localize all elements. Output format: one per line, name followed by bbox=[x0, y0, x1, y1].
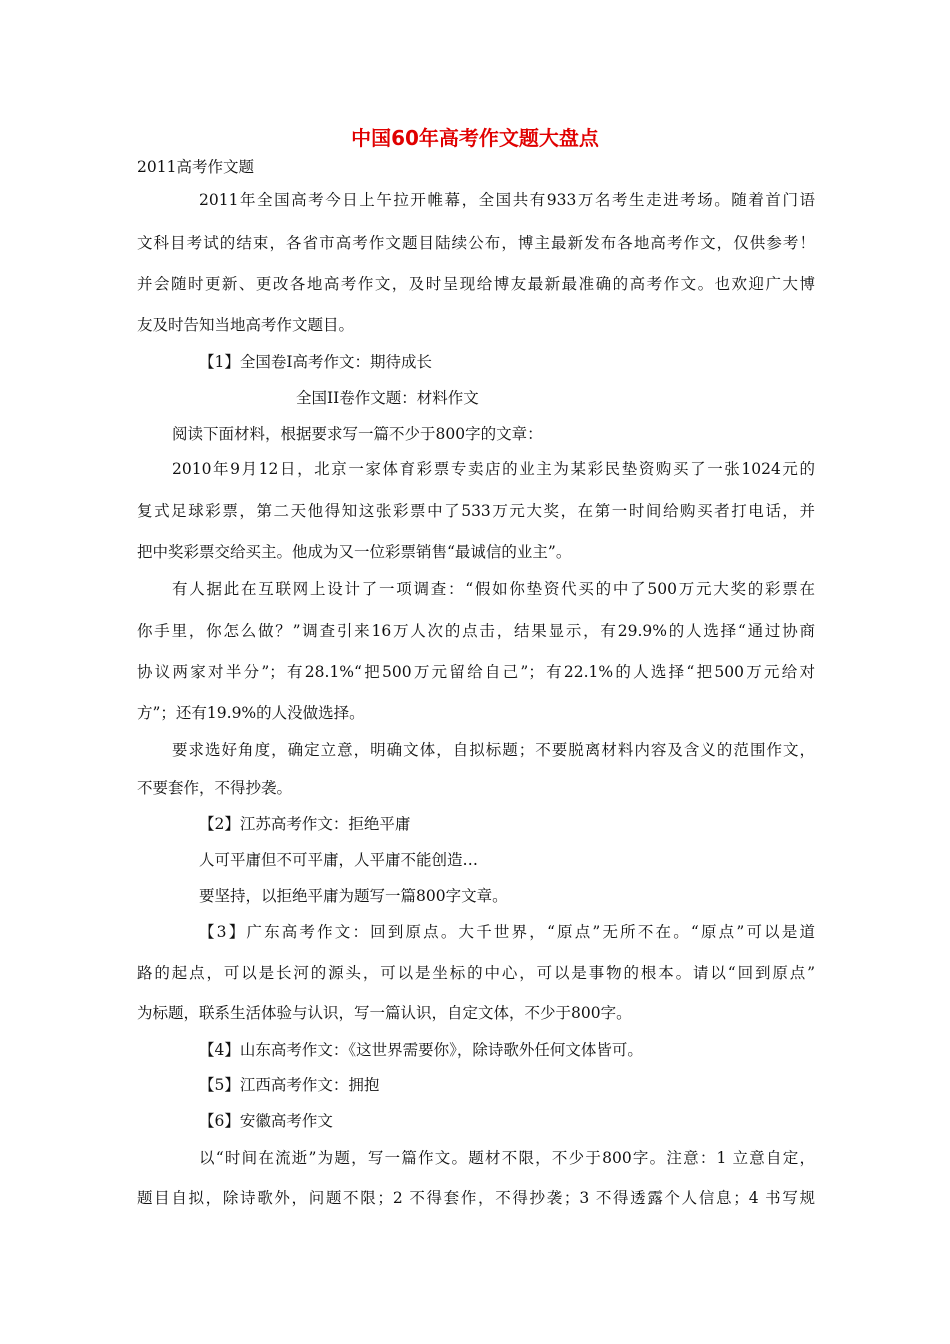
item1-material-line: 复式足球彩票，第二天他得知这张彩票中了533万元大奖，在第一时间给购买者打电话，并 bbox=[137, 502, 815, 520]
intro-line: 友及时告知当地高考作文题目。 bbox=[137, 316, 355, 334]
intro-line: 2011年全国高考今日上午拉开帷幕，全国共有933万名考生走进考场。随着首门语 bbox=[199, 191, 815, 209]
item3-line: 为标题，联系生活体验与认识，写一篇认识，自定文体，不少于800字。 bbox=[137, 1004, 632, 1022]
intro-line: 并会随时更新、更改各地高考作文，及时呈现给博友最新最准确的高考作文。也欢迎广大博 bbox=[137, 275, 815, 293]
item2-heading: 【2】江苏高考作文：拒绝平庸 bbox=[199, 815, 411, 833]
item1-prompt: 阅读下面材料，根据要求写一篇不少于800字的文章： bbox=[172, 425, 543, 443]
item3-line: 【3】广东高考作文：回到原点。大千世界，“原点”无所不在。“原点”可以是道 bbox=[199, 923, 815, 941]
item1-survey-line: 你手里，你怎么做？”调查引来16万人次的点击，结果显示，有29.9%的人选择“通过协商 bbox=[137, 622, 815, 640]
item2-line: 要坚持，以拒绝平庸为题写一篇800字文章。 bbox=[199, 887, 508, 905]
item3-line: 路的起点，可以是长河的源头，可以是坐标的中心，可以是事物的根本。请以“回到原点” bbox=[137, 964, 815, 982]
document-title: 中国60年高考作文题大盘点 bbox=[351, 126, 599, 150]
item1-subheading: 全国II卷作文题：材料作文 bbox=[296, 389, 479, 407]
section-subtitle: 2011高考作文题 bbox=[137, 158, 254, 176]
item6-line: 以“时间在流逝”为题，写一篇作文。题材不限，不少于800字。注意：1 立意自定， bbox=[199, 1149, 815, 1167]
intro-line: 文科目考试的结束，各省市高考作文题目陆续公布，博主最新发布各地高考作文，仅供参考！ bbox=[137, 234, 815, 252]
item1-survey-line: 协议两家对半分”；有28.1%“把500万元留给自己”；有22.1%的人选择“把500万元给对 bbox=[137, 663, 815, 681]
item1-requirement-line: 要求选好角度，确定立意，明确文体，自拟标题；不要脱离材料内容及含义的范围作文， bbox=[172, 741, 815, 759]
item1-survey-line: 有人据此在互联网上设计了一项调查：“假如你垫资代买的中了500万元大奖的彩票在 bbox=[172, 580, 815, 598]
item1-heading: 【1】全国卷I高考作文：期待成长 bbox=[199, 353, 432, 371]
item4-line: 【4】山东高考作文：《这世界需要你》，除诗歌外任何文体皆可。 bbox=[199, 1041, 643, 1059]
item1-material-line: 2010年9月12日，北京一家体育彩票专卖店的业主为某彩民垫资购买了一张1024元的 bbox=[172, 460, 815, 478]
item5-line: 【5】江西高考作文：拥抱 bbox=[199, 1076, 380, 1094]
item6-line: 题目自拟，除诗歌外，问题不限；2 不得套作，不得抄袭；3 不得透露个人信息；4 书写规 bbox=[137, 1189, 815, 1207]
item1-requirement-line: 不要套作，不得抄袭。 bbox=[137, 779, 293, 797]
item2-line: 人可平庸但不可平庸，人平庸不能创造… bbox=[199, 851, 479, 869]
item1-material-line: 把中奖彩票交给买主。他成为又一位彩票销售“最诚信的业主”。 bbox=[137, 543, 572, 561]
item1-survey-line: 方”；还有19.9%的人没做选择。 bbox=[137, 704, 365, 722]
item6-heading: 【6】安徽高考作文 bbox=[199, 1112, 333, 1130]
